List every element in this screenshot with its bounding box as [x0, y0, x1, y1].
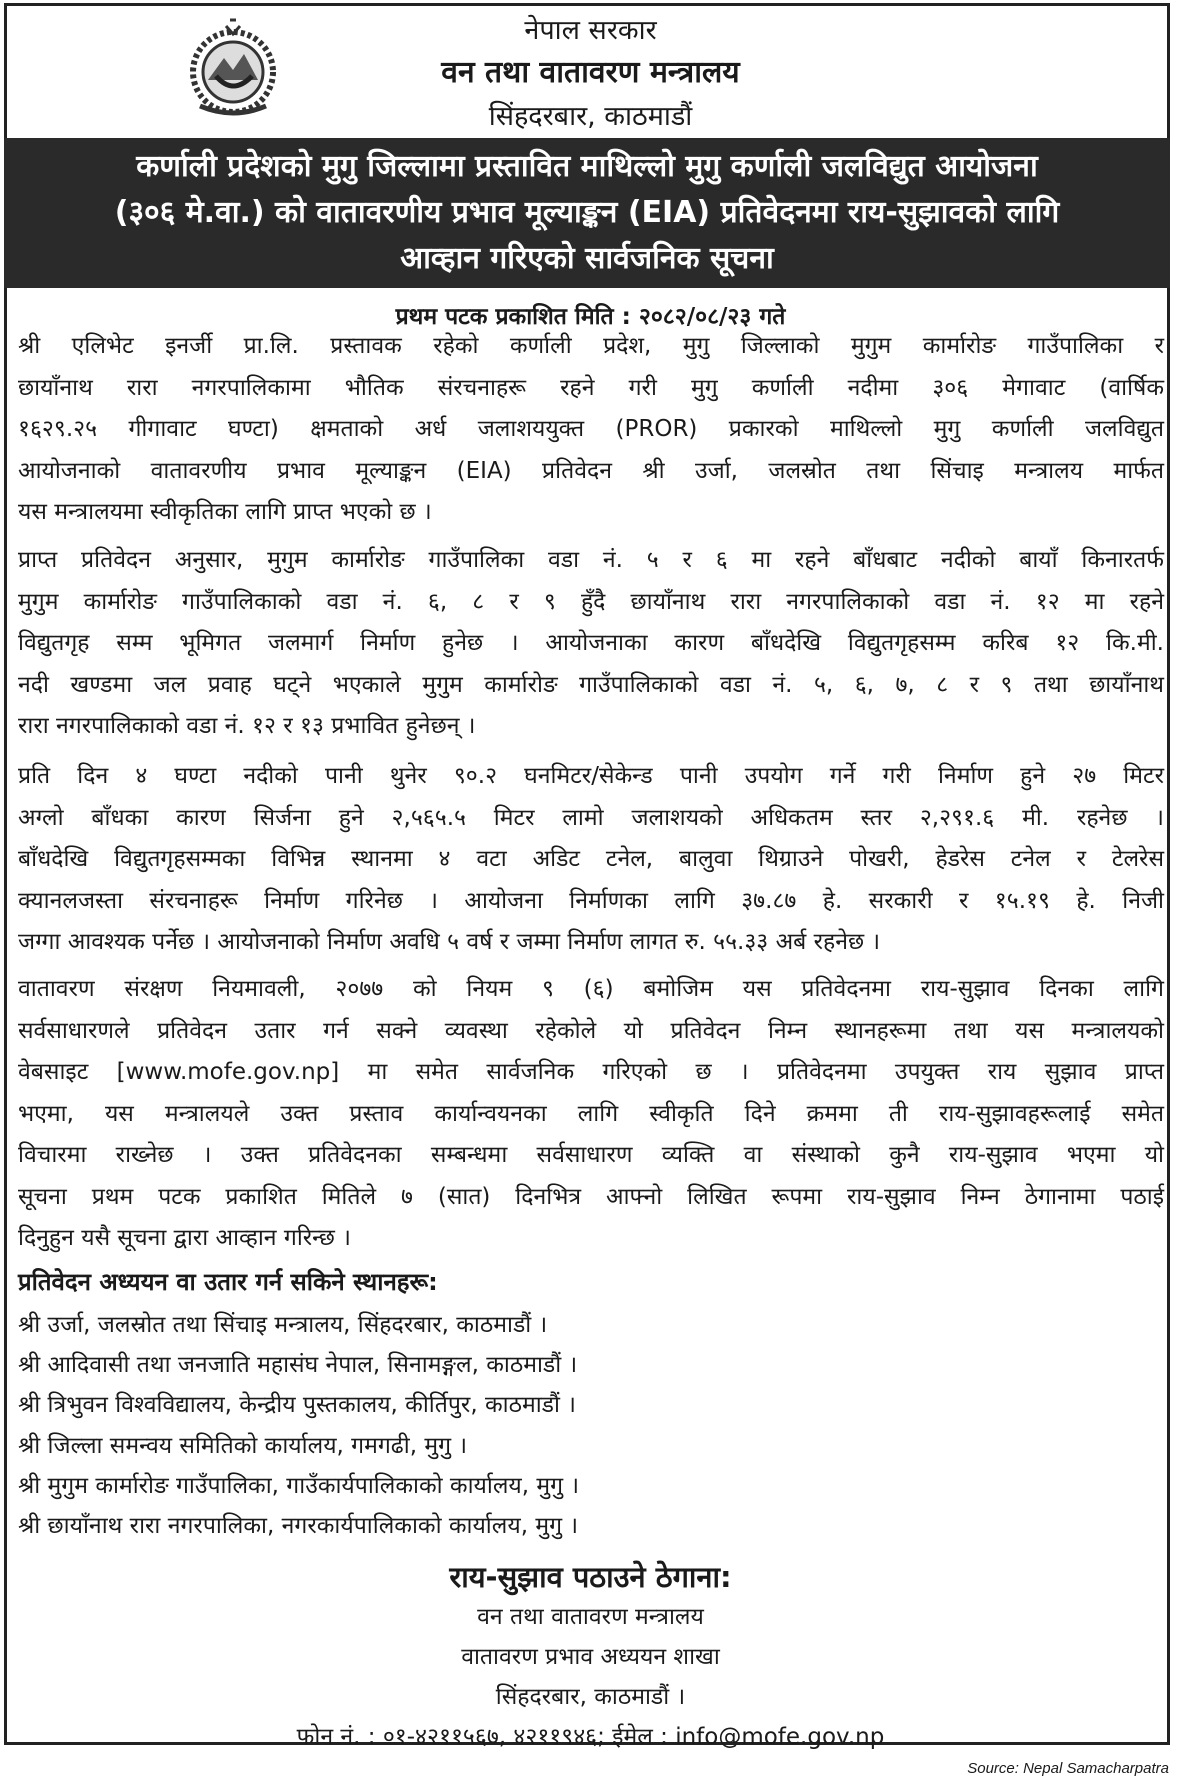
- contact-info: फोन नं. : ०१-४२११५६७, ४२११९४६; ईमेल : info@mofe.gov.np: [296, 1724, 885, 1750]
- source-credit: Source: Nepal Samacharpatra: [967, 1760, 1169, 1777]
- text-line: नदी खण्डमा जल प्रवाह घट्ने भएकाले मुगुम कार्मारोङ गाउँपालिकाको वडा नं. ५, ६, ७, ८ र ९ तथा छायाँनाथ: [18, 671, 1164, 698]
- publish-date: प्रथम पटक प्रकाशित मिति : २०८२/०८/२३ गते: [395, 304, 786, 330]
- paragraph-report-summary: [18, 540, 1164, 748]
- ministry-location: सिंहदरबार, काठमाडौं: [488, 101, 693, 132]
- text-line: श्री एलिभेट इनर्जी प्रा.लि. प्रस्तावक रहेको कर्णाली प्रदेश, मुगु जिल्लाको मुगुम कार्मारोङ गाउँपालिका र: [18, 333, 1164, 359]
- address-block: [0, 1597, 1181, 1757]
- text-line: छायाँनाथ रारा नगरपालिकामा भौतिक संरचनाहरू रहने गरी मुगु कर्णाली नदीमा ३०६ मेगावाट (वार्षिक: [18, 374, 1164, 401]
- paragraph-proposal: [18, 326, 1164, 534]
- text-line: दिनुहुन यसै सूचना द्वारा आव्हान गरिन्छ ।: [18, 1225, 351, 1251]
- location-item: श्री जिल्ला समन्वय समितिको कार्यालय, गमगढी, मुगु ।: [18, 1432, 468, 1459]
- ministry-name: वन तथा वातावरण मन्त्रालय: [441, 55, 740, 90]
- text-line: १६२९.२५ गीगावाट घण्टा) क्षमताको अर्ध जलाशययुक्त (PROR) प्रकारको माथिल्लो मुगु कर्णाली जलविद्युत: [18, 416, 1164, 442]
- text-line: प्रति दिन ४ घण्टा नदीको पानी थुनेर ९०.२ घनमिटर/सेकेन्ड पानी उपयोग गर्ने गरी निर्माण हुने २७ मिटर: [18, 763, 1164, 789]
- text-line: प्राप्त प्रतिवेदन अनुसार, मुगुम कार्मारोङ गाउँपालिका वडा नं. ५ र ६ मा रहने बाँधबाट नदीको बायाँ किनारतर्फ: [18, 547, 1164, 573]
- location-item: श्री उर्जा, जलस्रोत तथा सिंचाइ मन्त्रालय, सिंहदरबार, काठमाडौं ।: [18, 1312, 548, 1338]
- text-line: अग्लो बाँधका कारण सिर्जना हुने २,५६५.५ मिटर लामो जलाशयको अधिकतम स्तर २,२९१.६ मी. रहनेछ ।: [18, 804, 1164, 831]
- paragraph-project-details: [18, 756, 1164, 964]
- text-line: सर्वसाधारणले प्रतिवेदन उतार गर्न सक्ने व्यवस्था रहेकोले यो प्रतिवेदन निम्न स्थानहरूमा तथा यस मन्त्रालयको: [18, 1017, 1164, 1044]
- address-line: वन तथा वातावरण मन्त्रालय: [477, 1604, 704, 1630]
- text-line: रारा नगरपालिकाको वडा नं. १२ र १३ प्रभावित हुनेछन् ।: [18, 713, 476, 739]
- text-line: क्यानलजस्ता संरचनाहरू निर्माण गरिनेछ । आयोजना निर्माणका लागि ३७.८७ हे. सरकारी र १५.१९ हे. निजी: [18, 887, 1164, 914]
- text-line: विद्युतगृह सम्म भूमिगत जलमार्ग निर्माण हुनेछ । आयोजनाका कारण बाँधदेखि विद्युतगृहसम्म करिब १२ कि.मी.: [18, 630, 1164, 656]
- location-item: श्री आदिवासी तथा जनजाति महासंघ नेपाल, सिनामङ्गल, काठमाडौं ।: [18, 1352, 578, 1379]
- text-line: जग्गा आवश्यक पर्नेछ । आयोजनाको निर्माण अवधि ५ वर्ष र जम्मा निर्माण लागत रु. ५५.३३ अर्ब रहनेछ ।: [18, 929, 881, 955]
- government-name: नेपाल सरकार: [524, 15, 657, 46]
- text-line: वातावरण संरक्षण नियमावली, २०७७ को नियम ९ (६) बमोजिम यस प्रतिवेदनमा राय-सुझाव दिनका लागि: [18, 976, 1164, 1002]
- location-item: श्री त्रिभुवन विश्वविद्यालय, केन्द्रीय पुस्तकालय, कीर्तिपुर, काठमाडौं ।: [18, 1392, 576, 1419]
- notice-title-line: (३०६ मे.वा.) को वातावरणीय प्रभाव मूल्याङ्कन (EIA) प्रतिवेदनमा राय-सुझावको लागि: [114, 195, 1060, 230]
- address-line: सिंहदरबार, काठमाडौं ।: [495, 1684, 686, 1710]
- locations-heading: प्रतिवेदन अध्ययन वा उतार गर्न सकिने स्थानहरू:: [18, 1268, 438, 1296]
- text-line: वेबसाइट [www.mofe.gov.np] मा समेत सार्वजनिक गरिएको छ । प्रतिवेदनमा उपयुक्त राय सुझाव प्राप्त: [18, 1059, 1164, 1085]
- text-line: विचारमा राख्नेछ । उक्त प्रतिवेदनका सम्बन्धमा सर्वसाधारण व्यक्ति वा संस्थाको कुनै राय-सुझाव भएमा यो: [18, 1142, 1164, 1168]
- locations-list: [18, 1305, 579, 1546]
- notice-title-line: आव्हान गरिएको सार्वजनिक सूचना: [400, 241, 774, 276]
- location-item: श्री छायाँनाथ रारा नगरपालिका, नगरकार्यपालिकाको कार्यालय, मुगु ।: [18, 1513, 579, 1540]
- text-line: यस मन्त्रालयमा स्वीकृतिका लागि प्राप्त भएको छ ।: [18, 499, 432, 525]
- notice-title-line: कर्णाली प्रदेशको मुगु जिल्लामा प्रस्तावित माथिल्लो मुगु कर्णाली जलविद्युत आयोजना: [136, 149, 1038, 184]
- location-item: श्री मुगुम कार्मारोङ गाउँपालिका, गाउँकार्यपालिकाको कार्यालय, मुगु ।: [18, 1472, 580, 1499]
- text-line: भएमा, यस मन्त्रालयले उक्त प्रस्ताव कार्यान्वयनका लागि स्वीकृति दिने क्रममा ती राय-सुझावहरूलाई समेत: [18, 1100, 1164, 1127]
- text-line: मुगुम कार्मारोङ गाउँपालिकाको वडा नं. ६, ८ र ९ हुँदै छायाँनाथ रारा नगरपालिकाको वडा नं. १२ मा रहने: [18, 588, 1164, 615]
- notice-title-banner: [4, 138, 1170, 288]
- address-heading: राय-सुझाव पठाउने ठेगाना:: [449, 1560, 732, 1594]
- address-line: वातावरण प्रभाव अध्ययन शाखा: [461, 1644, 720, 1670]
- text-line: आयोजनाको वातावरणीय प्रभाव मूल्याङ्कन (EIA) प्रतिवेदन श्री उर्जा, जलस्रोत तथा सिंचाइ मन्त्रालय मार्फत: [18, 457, 1164, 484]
- paragraph-public-call: [18, 969, 1164, 1260]
- text-line: सूचना प्रथम पटक प्रकाशित मितिले ७ (सात) दिनभित्र आफ्नो लिखित रूपमा राय-सुझाव निम्न ठेगानामा पठाई: [18, 1183, 1164, 1210]
- text-line: बाँधदेखि विद्युतगृहसम्मका विभिन्न स्थानमा ४ वटा अडिट टनेल, बालुवा थिग्राउने पोखरी, हेडरेस टनेल र टेलरेस: [18, 846, 1164, 872]
